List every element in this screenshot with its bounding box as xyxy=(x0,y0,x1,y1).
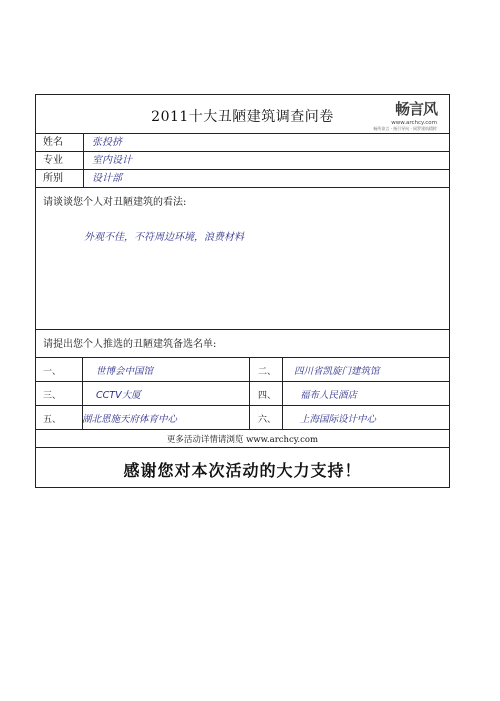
thanks-text: 感谢您对本次活动的大力支持！ xyxy=(123,461,362,480)
candidate-number: 二、 xyxy=(258,367,277,377)
title-row xyxy=(36,95,449,133)
opinion-answer[interactable]: 外观不佳，不符周边环境，浪费材料 xyxy=(84,232,244,243)
candidate-value[interactable]: 世博会中国馆 xyxy=(96,366,154,377)
candidate-number: 四、 xyxy=(258,391,277,401)
field-row-department xyxy=(36,169,449,187)
thanks-row xyxy=(36,447,449,489)
candidate-number: 一、 xyxy=(43,367,62,377)
candidate-value[interactable]: CCTV大厦 xyxy=(96,390,141,401)
candidate-value[interactable]: 四川省凯旋门建筑馆 xyxy=(294,366,380,377)
name-label: 姓名 xyxy=(36,134,84,151)
department-label: 所别 xyxy=(36,170,84,187)
logo-tagline: 畅所欲言 · 指引导向 · 网罗建筑精粹 xyxy=(373,126,437,131)
department-value[interactable]: 设计部 xyxy=(92,173,122,184)
form-title: 2011十大丑陋建筑调查问卷 xyxy=(151,109,334,125)
candidates-section xyxy=(36,329,449,357)
logo-name: 畅言风 xyxy=(394,100,437,118)
major-label: 专业 xyxy=(36,152,84,169)
field-row-major xyxy=(36,151,449,169)
footer-link-text[interactable]: 更多活动详情请浏览 www.archcy.com xyxy=(166,435,319,445)
candidate-number: 六、 xyxy=(258,415,277,425)
major-value[interactable]: 室内设计 xyxy=(92,155,132,166)
footer-row xyxy=(36,429,449,447)
candidate-number: 五、 xyxy=(43,415,62,425)
candidate-value[interactable]: 福布人民酒店 xyxy=(300,390,358,401)
candidate-value[interactable]: 上海国际设计中心 xyxy=(300,414,377,425)
grid-divider xyxy=(249,357,250,429)
grid-divider xyxy=(82,357,83,429)
candidate-number: 三、 xyxy=(43,391,62,401)
candidate-value[interactable]: 湖北恩施天府体育中心 xyxy=(82,414,178,425)
archcy-logo xyxy=(367,98,437,132)
opinion-section xyxy=(36,187,449,329)
candidate-row xyxy=(36,381,449,406)
logo-url: www.archcy.com xyxy=(391,120,437,126)
candidate-row xyxy=(36,357,449,382)
name-value[interactable]: 张投挤 xyxy=(92,137,122,148)
survey-form xyxy=(35,94,450,488)
candidates-label: 请提出您个人推选的丑陋建筑备选名单: xyxy=(43,339,217,350)
field-row-name xyxy=(36,133,449,151)
candidate-row xyxy=(36,405,449,430)
grid-divider xyxy=(282,357,283,429)
opinion-question: 请谈谈您个人对丑陋建筑的看法: xyxy=(43,197,187,208)
